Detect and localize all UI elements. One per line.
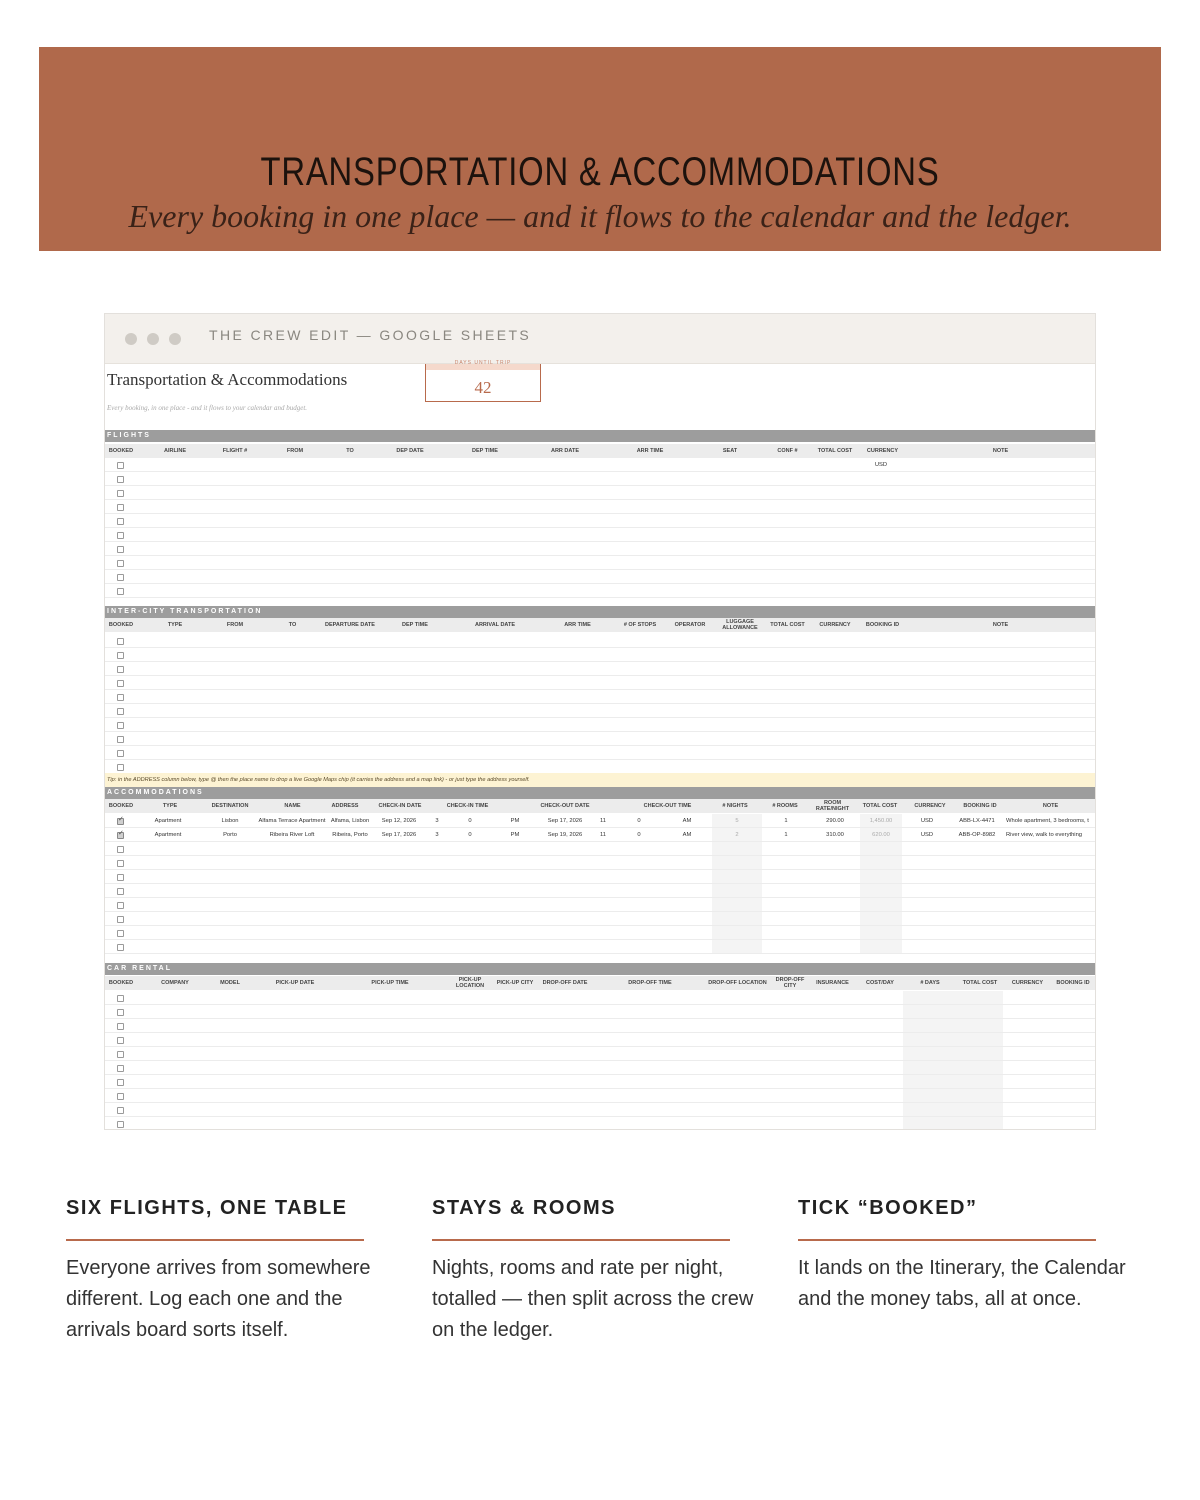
booked-checkbox[interactable] [117, 490, 124, 497]
table-row [105, 842, 1096, 856]
booked-checkbox[interactable] [117, 666, 124, 673]
table-row [105, 690, 1096, 704]
booked-checkbox[interactable] [117, 944, 124, 951]
days-label: DAYS UNTIL TRIP [454, 360, 512, 366]
column-header[interactable]: DROP-OFF LOCATION [708, 980, 767, 986]
feature-stays [432, 1197, 754, 1341]
column-header[interactable]: TOTAL COST [817, 448, 853, 454]
booked-checkbox[interactable] [117, 722, 124, 729]
table-cell[interactable]: 11 [599, 818, 607, 824]
table-row [105, 542, 1096, 556]
table-row [105, 570, 1096, 584]
table-cell[interactable]: Whole apartment, 3 bedrooms, t [1006, 818, 1089, 824]
booked-checkbox[interactable] [117, 504, 124, 511]
feature-divider [66, 1239, 364, 1241]
column-header[interactable]: BOOKED [108, 980, 134, 986]
feature-body: Nights, rooms and rate per night, totalled — then split across the crew on the ledger. [432, 1257, 754, 1341]
booked-checkbox[interactable] [117, 1093, 124, 1100]
table-cell[interactable]: ABB-OP-8982 [958, 832, 996, 838]
feature-divider [798, 1239, 1096, 1241]
table-cell[interactable]: 5 [735, 818, 739, 824]
column-header[interactable]: PICK-UP LOCATION [455, 977, 485, 989]
column-header[interactable]: BOOKED [108, 448, 134, 454]
column-header[interactable]: FLIGHT # [222, 448, 248, 454]
table-row [105, 1019, 1096, 1033]
table-cell[interactable]: 0 [468, 818, 472, 824]
table-row [105, 1033, 1096, 1047]
column-header[interactable]: CHECK-IN DATE [378, 803, 422, 809]
booked-checkbox[interactable] [117, 1023, 124, 1030]
booked-checkbox[interactable] [117, 818, 124, 825]
column-header[interactable]: DEPARTURE DATE [325, 622, 375, 628]
window-title-bar [105, 314, 1095, 364]
column-header[interactable]: CONF # [777, 448, 798, 454]
column-header[interactable]: CHECK-IN TIME [446, 803, 489, 809]
table-row [105, 732, 1096, 746]
table-cell[interactable]: Sep 17, 2026 [547, 818, 583, 824]
column-header[interactable]: ARR TIME [564, 622, 591, 628]
column-header[interactable]: # NIGHTS [722, 803, 748, 809]
table-cell[interactable]: Apartment [154, 832, 182, 838]
table-row [105, 662, 1096, 676]
table-row [105, 912, 1096, 926]
column-header[interactable]: MODEL [220, 980, 240, 986]
column-header[interactable]: COMPANY [161, 980, 189, 986]
column-header[interactable]: CURRENCY [1011, 980, 1044, 986]
sheet-title: Transportation & Accommodations [107, 370, 348, 389]
tip-banner: Tip: in the ADDRESS column below, type @ then the place name to drop a live Google Maps chip (it carries the address and a map link) - or just type the address yourself. [105, 773, 1096, 787]
table-row [105, 584, 1096, 598]
column-header[interactable]: TYPE [167, 622, 183, 628]
section-header: INTER-CITY TRANSPORTATION [105, 606, 1096, 618]
table-row [105, 1075, 1096, 1089]
table-row [105, 1047, 1096, 1061]
booked-checkbox[interactable] [117, 680, 124, 687]
column-header[interactable]: DROP-OFF DATE [542, 980, 588, 986]
table-cell[interactable]: ABB-LX-4471 [959, 818, 995, 824]
booked-checkbox[interactable] [117, 638, 124, 645]
column-header[interactable]: NAME [284, 803, 301, 809]
column-header[interactable]: BOOKED [108, 803, 134, 809]
booked-checkbox[interactable] [117, 708, 124, 715]
table-cell[interactable]: 310.00 [826, 832, 844, 838]
booked-checkbox[interactable] [117, 764, 124, 771]
column-header[interactable]: AIRLINE [164, 448, 186, 454]
booked-checkbox[interactable] [117, 1107, 124, 1114]
table-row [105, 634, 1096, 648]
column-header[interactable]: CURRENCY [819, 622, 851, 628]
column-header-row [105, 799, 1096, 813]
feature-divider [432, 1239, 730, 1241]
table-cell[interactable]: 11 [599, 832, 607, 838]
table-row [105, 926, 1096, 940]
booked-checkbox[interactable] [117, 546, 124, 553]
table-cell[interactable]: Sep 17, 2026 [381, 832, 417, 838]
booked-checkbox[interactable] [117, 1121, 124, 1128]
table-cell[interactable]: Ribeira River Loft [269, 832, 315, 838]
column-header[interactable]: ROOM RATE/NIGHT [815, 800, 850, 812]
column-header[interactable]: # ROOMS [772, 803, 798, 809]
feature-body: Everyone arrives from somewhere different. Log each one and the arrivals board sorts itself. [66, 1257, 371, 1341]
table-cell[interactable]: 3 [435, 832, 439, 838]
window-dot-icon[interactable] [147, 333, 159, 345]
table-cell[interactable]: Lisbon [221, 818, 239, 824]
window-dot-icon[interactable] [125, 333, 137, 345]
column-header[interactable]: TOTAL COST [962, 980, 998, 986]
booked-checkbox[interactable] [117, 995, 124, 1002]
column-header[interactable]: TOTAL COST [862, 803, 898, 809]
booked-checkbox[interactable] [117, 736, 124, 743]
table-row [105, 648, 1096, 662]
column-header-row [105, 976, 1096, 990]
column-header[interactable]: NOTE [992, 448, 1009, 454]
column-header[interactable]: PICK-UP CITY [496, 980, 534, 986]
table-row [105, 486, 1096, 500]
table-row [105, 746, 1096, 760]
column-header[interactable]: DROP-OFF TIME [628, 980, 672, 986]
table-row [105, 556, 1096, 570]
table-cell[interactable]: Alfama, Lisbon [330, 818, 370, 824]
table-cell[interactable]: 0 [637, 832, 641, 838]
table-row [105, 828, 1096, 842]
booked-checkbox[interactable] [117, 1009, 124, 1016]
table-row [105, 760, 1096, 774]
check-icon: ✓ [118, 830, 124, 837]
banner-title: TRANSPORTATION & ACCOMMODATIONS [260, 150, 940, 194]
feature-heading: SIX FLIGHTS, ONE TABLE [66, 1197, 348, 1219]
column-header[interactable]: DEP DATE [396, 448, 424, 454]
column-header[interactable]: CURRENCY [914, 803, 946, 809]
table-cell[interactable]: River view, walk to everything [1006, 832, 1083, 838]
table-row [105, 856, 1096, 870]
column-header[interactable]: ARRIVAL DATE [474, 622, 516, 628]
table-cell[interactable]: Apartment [154, 818, 182, 824]
column-header[interactable]: BOOKED [108, 622, 134, 628]
table-row [105, 1061, 1096, 1075]
column-header[interactable]: BOOKING ID [865, 622, 900, 628]
banner-subtitle: Every booking in one place — and it flows to the calendar and the ledger. [128, 198, 1072, 234]
booked-checkbox[interactable] [117, 1037, 124, 1044]
table-cell[interactable]: AM [682, 818, 692, 824]
column-header[interactable]: PICK-UP DATE [275, 980, 315, 986]
table-cell[interactable]: Porto [223, 832, 237, 838]
column-header[interactable]: ARR DATE [550, 448, 579, 454]
booked-checkbox[interactable] [117, 874, 124, 881]
table-row [105, 1089, 1096, 1103]
booked-checkbox[interactable] [117, 1079, 124, 1086]
table-cell[interactable]: 1,450.00 [869, 818, 893, 824]
table-row [105, 940, 1096, 954]
column-header[interactable]: PICK-UP TIME [371, 980, 409, 986]
column-header[interactable]: DEP TIME [402, 622, 428, 628]
table-cell[interactable]: AM [682, 832, 692, 838]
column-header[interactable]: SEAT [722, 448, 738, 454]
column-header[interactable]: ADDRESS [331, 803, 359, 809]
table-cell[interactable]: USD [920, 818, 934, 824]
table-cell[interactable]: Alfama Terrace Apartment [258, 818, 326, 824]
booked-checkbox[interactable] [117, 532, 124, 539]
days-until-trip-card [425, 360, 541, 402]
table-cell[interactable]: USD [874, 462, 888, 468]
column-header[interactable]: CHECK-OUT TIME [643, 803, 692, 809]
table-row [105, 704, 1096, 718]
days-count: 42 [474, 378, 492, 397]
booked-checkbox[interactable] [117, 1051, 124, 1058]
column-header[interactable]: INSURANCE [816, 980, 849, 986]
table-cell[interactable]: PM [510, 832, 520, 838]
column-header[interactable]: TO [288, 622, 297, 628]
section-header: FLIGHTS [105, 430, 1096, 442]
booked-checkbox[interactable] [117, 832, 124, 839]
column-header[interactable]: NOTE [992, 622, 1009, 628]
column-header[interactable]: DROP-OFF CITY [775, 977, 805, 989]
feature-flights [66, 1197, 371, 1341]
table-cell[interactable]: 1 [784, 818, 788, 824]
column-header[interactable]: # DAYS [920, 980, 940, 986]
table-cell[interactable]: 0 [468, 832, 472, 838]
booked-checkbox[interactable] [117, 588, 124, 595]
booked-checkbox[interactable] [117, 750, 124, 757]
table-row [105, 814, 1096, 828]
booked-checkbox[interactable] [117, 694, 124, 701]
column-header[interactable]: COST/DAY [866, 980, 894, 986]
table-cell[interactable]: 1 [784, 832, 788, 838]
booked-checkbox[interactable] [117, 888, 124, 895]
booked-checkbox[interactable] [117, 916, 124, 923]
spreadsheet-window [104, 313, 1096, 1130]
booked-checkbox[interactable] [117, 652, 124, 659]
table-row [105, 500, 1096, 514]
booked-checkbox[interactable] [117, 574, 124, 581]
table-row [105, 472, 1096, 486]
table-cell[interactable]: Sep 19, 2026 [547, 832, 583, 838]
table-row [105, 884, 1096, 898]
table-cell[interactable]: 3 [435, 818, 439, 824]
table-cell[interactable]: Sep 12, 2026 [381, 818, 417, 824]
column-header[interactable]: OPERATOR [674, 622, 706, 628]
feature-body: It lands on the Itinerary, the Calendar and the money tabs, all at once. [798, 1257, 1126, 1310]
booked-checkbox[interactable] [117, 930, 124, 937]
booked-checkbox[interactable] [117, 902, 124, 909]
booked-checkbox[interactable] [117, 560, 124, 567]
table-cell[interactable]: 2 [735, 832, 739, 838]
table-cell[interactable]: USD [920, 832, 934, 838]
column-header[interactable]: CHECK-OUT DATE [540, 803, 590, 809]
table-cell[interactable]: Ribeira, Porto [332, 832, 368, 838]
column-header[interactable]: FROM [226, 622, 244, 628]
table-row [105, 514, 1096, 528]
booked-checkbox[interactable] [117, 518, 124, 525]
column-header-row [105, 444, 1096, 458]
sheet-subtitle: Every booking, in one place - and it flows to your calendar and budget. [107, 404, 308, 412]
feature-heading: STAYS & ROOMS [432, 1197, 616, 1219]
booked-checkbox[interactable] [117, 1065, 124, 1072]
column-header[interactable]: TOTAL COST [770, 622, 805, 628]
column-header[interactable]: NOTE [1042, 803, 1059, 809]
column-header[interactable]: DESTINATION [211, 803, 249, 809]
column-header-row [105, 618, 1096, 632]
column-header[interactable]: ARR TIME [636, 448, 664, 454]
table-row [105, 991, 1096, 1005]
section-header: ACCOMMODATIONS [105, 787, 1096, 799]
section-header: CAR RENTAL [105, 963, 1096, 975]
table-cell[interactable]: 290.00 [826, 818, 844, 824]
column-header[interactable]: CURRENCY [866, 448, 899, 454]
column-header[interactable]: # OF STOPS [623, 622, 657, 628]
table-cell[interactable]: 0 [637, 818, 641, 824]
column-header[interactable]: LUGGAGE ALLOWANCE [722, 619, 758, 631]
table-row [105, 898, 1096, 912]
column-header[interactable]: TYPE [162, 803, 178, 809]
window-title: THE CREW EDIT — GOOGLE SHEETS [209, 327, 532, 343]
column-header[interactable]: FROM [286, 448, 304, 454]
table-row [105, 676, 1096, 690]
table-row [105, 1117, 1096, 1130]
table-row [105, 458, 1096, 472]
table-cell[interactable]: PM [510, 818, 520, 824]
hero-banner [39, 47, 1161, 251]
feature-booked [798, 1197, 1126, 1310]
booked-checkbox[interactable] [117, 476, 124, 483]
booked-checkbox[interactable] [117, 860, 124, 867]
booked-checkbox[interactable] [117, 462, 124, 469]
column-header[interactable]: TO [346, 448, 354, 454]
table-cell[interactable]: 620.00 [872, 832, 890, 838]
booked-checkbox[interactable] [117, 846, 124, 853]
table-row [105, 528, 1096, 542]
table-row [105, 1005, 1096, 1019]
column-header[interactable]: DEP TIME [472, 448, 498, 454]
table-row [105, 870, 1096, 884]
column-header[interactable]: BOOKING ID [963, 803, 997, 809]
check-icon: ✓ [118, 816, 124, 823]
table-row [105, 1103, 1096, 1117]
window-dot-icon[interactable] [169, 333, 181, 345]
feature-heading: TICK “BOOKED” [798, 1197, 978, 1219]
column-header[interactable]: BOOKING ID [1056, 980, 1090, 986]
table-row [105, 718, 1096, 732]
